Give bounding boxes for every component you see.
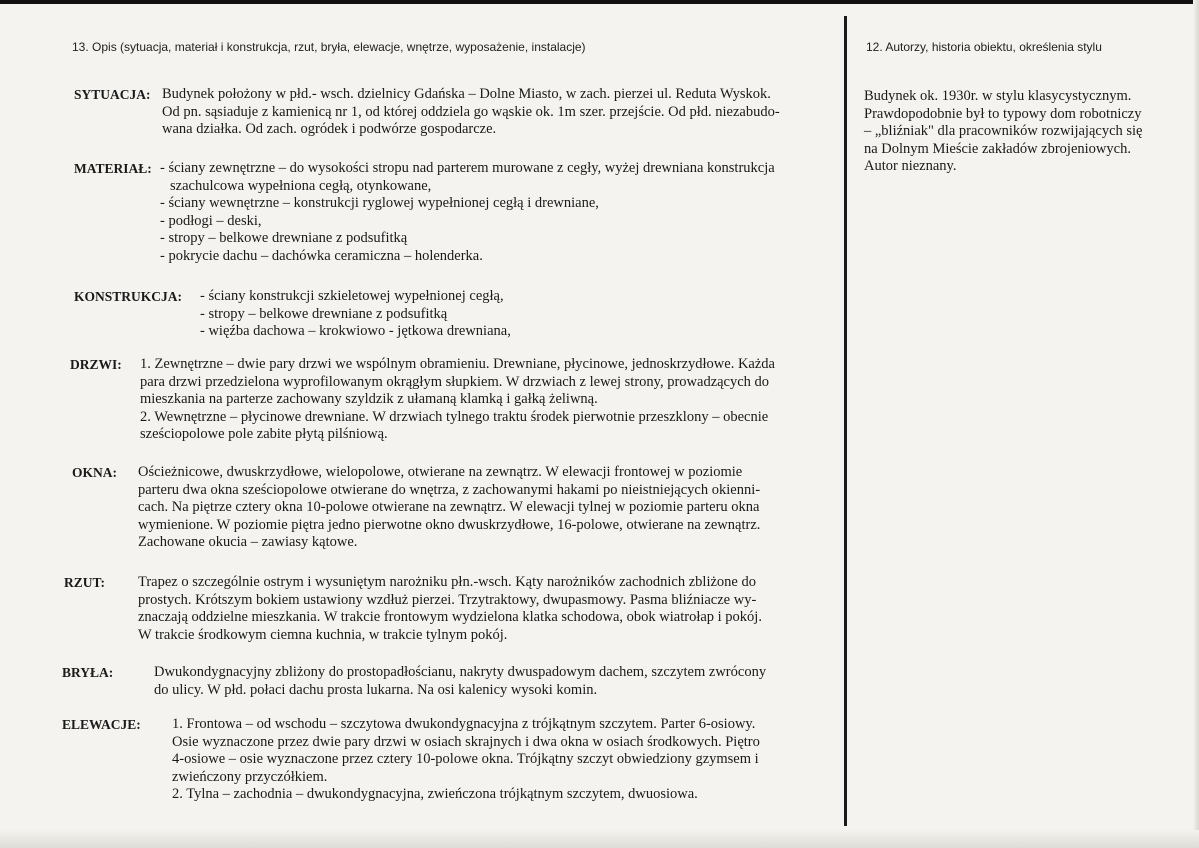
text-line: na Dolnym Mieście zakładów zbrojeniowych. [864,140,1131,157]
section-text [172,716,818,804]
section-label: RZUT: [64,575,106,590]
section-text [138,574,818,644]
text-line: - stropy – belkowe drewniane z podsufitką [200,305,448,322]
text-line: znaczają oddzielne mieszkania. W trakcie frontowym wydzielona klatka schodowa, obok wiatrołap i pokój. [138,609,762,626]
text-line: prostych. Krótszym bokiem ustawiony wzdłuż pierzei. Trzytraktowy, dwupasmowy. Pasma bliźniacze wy- [138,591,757,608]
text-line: szachulcowa wypełniona cegłą, otynkowane, [170,177,432,194]
section-text [200,288,800,341]
section-label: DRZWI: [70,357,122,372]
section-label: OKNA: [72,465,117,480]
section-text [140,356,820,444]
text-line: para drzwi przedzielona wyprofilowanym okrągłym słupkiem. W drzwiach z lewej strony, prowadzących do [140,373,770,390]
text-line: cach. Na piętrze cztery okna 10-polowe otwierane na zewnątrz. W elewacji tylnej w poziomie parteru okna [138,499,760,516]
text-line: - pokrycie dachu – dachówka ceramiczna – holenderka. [160,247,483,264]
text-line: Autor nieznany. [864,158,957,175]
text-line: mieszkania na parterze zachowany szyldzik z ułamaną klamką i gałką żeliwną. [140,391,598,408]
section-label: KONSTRUKCJA: [74,289,183,304]
text-line: - więźba dachowa – krokwiowo - jętkowa drewniana, [200,323,511,340]
section-label: SYTUACJA: [74,87,151,102]
text-line: - ściany wewnętrzne – konstrukcji ryglowej wypełnionej cegłą i drewniane, [160,195,599,212]
text-line: zwieńczony przyczółkiem. [172,768,328,785]
section-text [138,464,818,552]
text-line: parteru dwa okna sześciopolowe otwierane do wnętrza, z zachowanymi hakami po nieistniejących okienni- [138,481,761,498]
text-line: Ościeżnicowe, dwuskrzydłowe, wielopolowe, otwierane na zewnątrz. W elewacji frontowej w poziomie [138,464,743,480]
text-line: – „bliźniak" dla pracowników rozwijających się [864,123,1143,140]
text-line: wana działka. Od zach. ogródek i podwórze gospodarcze. [162,121,497,138]
text-line: 1. Zewnętrzne – dwie pary drzwi we wspólnym obramieniu. Drewniane, płycinowe, jednoskrzydłowe. Każda [140,356,775,372]
text-line: - stropy – belkowe drewniane z podsufitką [160,230,408,247]
text-line: W trakcie środkowym ciemna kuchnia, w trakcie tylnym pokój. [138,626,508,643]
text-line: - podłogi – deski, [160,212,262,229]
text-line: 2. Tylna – zachodnia – dwukondygnacyjna, zwieńczona trójkątnym szczytem, dwuosiowa. [172,786,698,803]
page-bottom-shadow [0,830,1199,848]
section-label: MATERIAŁ: [74,161,152,176]
section-text [162,86,830,139]
text-line: sześciopolowe pole zabite płytą pilśniową. [140,426,388,443]
text-line: 1. Frontowa – od wschodu – szczytowa dwukondygnacyjna z trójkątnym szczytem. Parter 6-osiowy. [172,716,756,732]
text-line: Od pn. sąsiaduje z kamienicą nr 1, od której oddziela go wąskie ok. 1m szer. przejście. Od płd. niezabudo- [162,103,780,120]
text-line: Zachowane okucia – zawiasy kątowe. [138,534,358,551]
section-label: ELEWACJE: [62,717,141,732]
text-line: Budynek ok. 1930r. w stylu klasycystycznym. [864,88,1132,104]
text-line: Prawdopodobnie był to typowy dom robotniczy [864,105,1142,122]
description-header: 13. Opis (sytuacja, materiał i konstrukcja, rzut, bryła, elewacje, wnętrze, wyposażenie, instalacje) [72,40,586,54]
text-line: Trapez o szczególnie ostrym i wysuniętym narożniku płn.-wsch. Kąty narożników zachodnich zbliżone do [138,574,756,590]
text-line: 2. Wewnętrzne – płycinowe drewniane. W drzwiach tylnego traktu środek pierwotnie przeszklony – obecnie [140,408,769,425]
column-divider [844,16,847,826]
authors-history-header: 12. Autorzy, historia obiektu, określenia stylu [866,40,1102,54]
text-line: do ulicy. W płd. połaci dachu prosta lukarna. Na osi kalenicy wysoki komin. [154,681,598,698]
text-line: 4-osiowe – osie wyznaczone przez cztery 10-polowe okna. Trójkątny szczyt obwiedziony gzymsem i [172,751,759,768]
authors-history-text [864,88,1156,176]
top-edge-bar [0,0,1199,4]
text-line: wymienione. W poziomie piętra jedno pierwotne okno dwuskrzydłowe, 16-polowe, otwierane na zewnątrz. [138,516,761,533]
section-label: BRYŁA: [62,665,114,680]
text-line: - ściany zewnętrzne – do wysokości stropu nad parterem murowane z cegły, wyżej drewniana konstrukcja [160,160,775,176]
section-text [154,664,818,699]
section-text [160,160,830,266]
text-line: - ściany konstrukcji szkieletowej wypełnionej cegłą, [200,288,504,304]
text-line: Dwukondygnacyjny zbliżony do prostopadłościanu, nakryty dwuspadowym dachem, szczytem zwrócony [154,664,767,680]
page-edge-shadow [1193,0,1199,848]
text-line: Osie wyznaczone przez dwie pary drzwi w osiach skrajnych i dwa okna w osiach środkowych. Piętro [172,733,760,750]
text-line: Budynek położony w płd.- wsch. dzielnicy Gdańska – Dolne Miasto, w zach. pierzei ul. Reduta Wyskok. [162,86,771,102]
